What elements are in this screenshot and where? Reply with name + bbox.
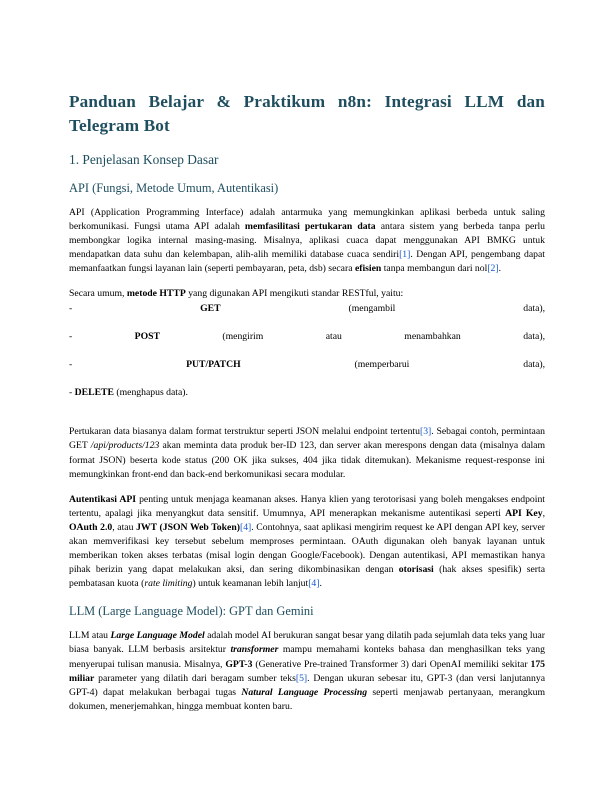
text-run: yang digunakan API mengikuti standar RESTful, yaitu: (185, 288, 404, 300)
text-bold: memfasilitasi pertukaran data (244, 221, 376, 233)
list-bullet: - (69, 302, 73, 314)
text-bold: metode HTTP (126, 288, 186, 300)
paragraph-authentication (69, 493, 545, 592)
text-run: mampu memahami konteks bahasa dan menghasilkan teks yang menyerupai tulisan manusia. Misalnya, (69, 644, 545, 670)
text-run: , atau (112, 521, 137, 533)
text-bold: 175 miliar (69, 658, 545, 684)
text-run: . Sebagai contoh, permintaan GET (69, 426, 545, 452)
list-item (69, 330, 545, 358)
text-bold: JWT (JSON Web Token) (136, 521, 240, 533)
http-method-list (69, 302, 545, 415)
text-run: . Contohnya, saat aplikasi mengirim request ke API dengan API key, server akan memverifikasi key tersebut sebelum memproses permintaan. OAuth digunakan oleh banyak layanan untuk memberikan token akses terbatas (misal login dengan Google/Facebook). Dengan autentikasi, API memastikan hanya pihak berizin yang dapat melakukan aksi, dan sering dikombinasikan dengan (69, 521, 546, 576)
text-run: (mengambil (348, 302, 396, 314)
text-run: atau (325, 330, 342, 342)
text-bold: efisien (354, 263, 382, 275)
http-method-name: GET (200, 302, 221, 314)
section-heading-konsep-dasar: 1. Penjelasan Konsep Dasar (69, 152, 219, 167)
text-italic-bold-nlp: Natural Language Processing (241, 686, 368, 698)
text-run: Secara umum, (69, 288, 127, 300)
text-run: Pertukaran data biasanya dalam format terstruktur seperti JSON melalui endpoint tertentu (69, 426, 420, 438)
text-run: seperti menjawab pertanyaan, merangkum dokumen, menerjemahkan, hingga membuat konten baru. (69, 686, 546, 712)
text-bold: Autentikasi API (69, 493, 137, 505)
text-run: (menghapus data). (116, 387, 188, 399)
text-run: adalah model AI berukuran sangat besar yang dilatih pada sejumlah data teks yang luar biasa banyak. LLM berbasis arsitektur (69, 630, 545, 656)
citation-link-4[interactable]: [4] (239, 521, 252, 533)
text-run: . (319, 578, 322, 590)
text-run: tanpa membangun dari nol (381, 263, 488, 275)
paragraph-http-intro (69, 287, 545, 301)
citation-link-1[interactable]: [1] (399, 249, 411, 261)
text-italic-endpoint: /api/products/123 (90, 440, 160, 452)
text-run: API (Application Programming Interface) adalah antarmuka yang memungkinkan aplikasi berbeda untuk saling berkomunikasi. Fungsi utama API adalah (69, 207, 545, 233)
http-method-name: DELETE (74, 387, 114, 399)
text-italic-bold-llm: Large Language Model (110, 630, 205, 642)
text-run: . (498, 263, 502, 275)
list-item (69, 386, 545, 414)
text-italic-bold-transformer: transformer (230, 644, 279, 656)
text-run: (mengirim (222, 330, 264, 342)
subsection-heading-api: API (Fungsi, Metode Umum, Autentikasi) (69, 181, 279, 195)
text-run: akan meminta data produk ber-ID 123, dan server akan merespons dengan data (misalnya dalam format JSON) beserta kode status (200 OK jika sukses, 404 jika tidak ditemukan). Mekanisme request-response ini memungkinkan front-end dan back-end berkomunikasi secara modular. (69, 440, 545, 480)
citation-link-5[interactable]: [5] (295, 672, 308, 684)
text-bold: GPT-3 (225, 658, 253, 670)
text-bold: OAuth 2.0 (69, 521, 113, 533)
text-run: LLM atau (69, 630, 111, 642)
text-run: data), (523, 330, 545, 342)
text-run: (memperbarui (354, 358, 410, 370)
text-bold: API Key (505, 507, 543, 519)
text-run: ) untuk keamanan lebih lanjut (192, 578, 309, 590)
paragraph-llm-intro (69, 629, 545, 714)
http-method-name: POST (134, 330, 160, 342)
text-italic-rate-limiting: rate limiting (144, 578, 193, 590)
list-bullet: - (69, 358, 73, 370)
list-item (69, 302, 545, 330)
list-bullet: - (69, 330, 73, 342)
subsection-heading-llm: LLM (Large Language Model): GPT dan Gemini (69, 604, 314, 619)
text-run: (Generative Pre-trained Transformer 3) dari OpenAI memiliki sekitar (252, 658, 531, 670)
list-item (69, 358, 545, 386)
citation-link-2[interactable]: [2] (487, 263, 499, 275)
citation-link-4b[interactable]: [4] (308, 578, 320, 590)
text-run: data), (523, 358, 546, 370)
text-run: , (542, 507, 545, 519)
text-run: penting untuk menjaga keamanan akses. Hanya klien yang terotorisasi yang boleh mengakses endpoint tertentu, apalagi jika menyangkut data sensitif. Umumnya, API menerapkan mekanisme autentikasi seperti (69, 493, 545, 519)
text-run: . Dengan ukuran sebesar itu, GPT-3 (dan versi lanjutannya GPT-4) dapat melakukan berbagai tugas (69, 672, 546, 698)
text-run: parameter yang dilatih dari beragam sumber teks (94, 672, 296, 684)
text-run: antara sistem yang berbeda tanpa perlu membongkar logika internal masing-masing. Misalnya, aplikasi cuaca dapat menggunakan API BMKG untuk mendapatkan data suhu dan kelembapan, alih-alih memiliki database cuaca sendiri (69, 221, 545, 261)
list-bullet: - (69, 387, 73, 399)
text-run: (hak akses spesifik) serta pembatasan kuota ( (69, 564, 545, 590)
text-run: data), (523, 302, 546, 314)
paragraph-data-exchange (69, 425, 545, 481)
http-method-name: PUT/PATCH (186, 358, 241, 370)
paragraph-api-intro (69, 206, 545, 276)
text-run: menambahkan (404, 330, 461, 342)
page-title: Panduan Belajar & Praktikum n8n: Integrasi LLM dan Telegram Bot (69, 92, 545, 135)
citation-link-3[interactable]: [3] (419, 426, 432, 438)
text-bold: otorisasi (398, 564, 434, 576)
text-run: . Dengan API, pengembang dapat memanfaatkan fungsi layanan lain (seperti pembayaran, peta, dsb) secara (69, 249, 545, 275)
